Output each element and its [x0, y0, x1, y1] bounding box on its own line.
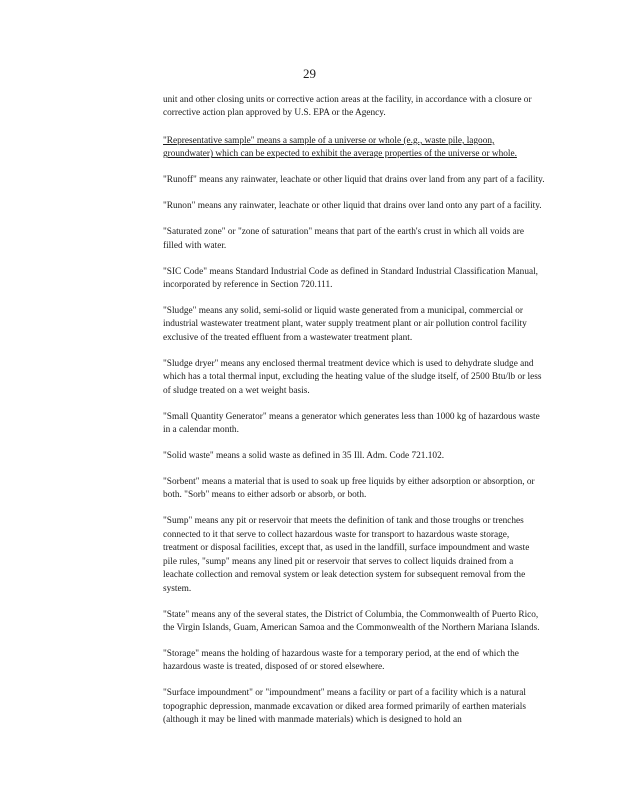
definition-saturated-zone: "Saturated zone" or "zone of saturation" means that part of the earth's crust in which all voids are filled with water.	[163, 227, 524, 251]
definition-runon: "Runon" means any rainwater, leachate or other liquid that drains over land onto any part of a facility.	[163, 201, 542, 212]
definition-small-quantity-generator: "Small Quantity Generator" means a generator which generates less than 1000 kg of hazardous waste in a calendar month.	[163, 411, 540, 436]
document-body	[163, 94, 545, 740]
definition-runoff: "Runoff" means any rainwater, leachate or other liquid that drains over land from any part of a facility.	[163, 175, 545, 186]
definition-state: "State" means any of the several states, the District of Columbia, the Commonwealth of Puerto Rico, the Virgin Islands, Guam, American Samoa and the Commonwealth of the Northern Mariana Islands.	[163, 609, 540, 633]
definition-sludge: "Sludge" means any solid, semi-solid or liquid waste generated from a municipal, commercial or industrial wastewater treatment plant, water supply treatment plant or air pollution control facility exclusive of the treated effluent from a wastewater treatment plant.	[163, 306, 527, 343]
definition-representative-sample: "Representative sample" means a sample of a universe or whole (e.g., waste pile, lagoon, groundwater) which can be expected to exhibit the average properties of the universe or whole.	[163, 135, 517, 160]
definition-storage: "Storage" means the holding of hazardous waste for a temporary period, at the end of which the hazardous waste is treated, disposed of or stored elsewhere.	[163, 648, 519, 673]
definition-sorbent: "Sorbent" means a material that is used to soak up free liquids by either adsorption or absorption, or both. "Sorb" means to either adsorb or absorb, or both.	[163, 477, 535, 501]
page-number: 29	[303, 66, 316, 81]
definition-sump: "Sump" means any pit or reservoir that meets the definition of tank and those troughs or trenches connected to it that serve to collect hazardous waste for transport to hazardous waste storage, treatment or disposal facilities, except that, as used in the landfill, surface impoundment and waste pile rules, "sump" means any lined pit or reservoir that serves to collect liquids drained from a leachate collection and removal system or leak detection system for subsequent removal from the system.	[163, 516, 530, 594]
definition-surface-impoundment: "Surface impoundment" or "impoundment" means a facility or part of a facility which is a natural topographic depression, manmade excavation or diked area formed primarily of earthen materials (although it may be lined with manmade materials) which is designed to hold an	[163, 688, 526, 726]
paragraph-closure-continuation: unit and other closing units or corrective action areas at the facility, in accordance with a closure or corrective action plan approved by U.S. EPA or the Agency.	[163, 95, 532, 119]
definition-sic-code: "SIC Code" means Standard Industrial Code as defined in Standard Industrial Classification Manual, incorporated by reference in Section 720.111.	[163, 266, 539, 291]
definition-sludge-dryer: "Sludge dryer" means any enclosed thermal treatment device which is used to dehydrate sludge and which has a total thermal input, excluding the heating value of the sludge itself, of 2500 Btu/lb or less of sludge treated on a wet weight basis.	[163, 358, 542, 396]
definition-solid-waste: "Solid waste" means a solid waste as defined in 35 Ill. Adm. Code 721.102.	[163, 451, 445, 462]
